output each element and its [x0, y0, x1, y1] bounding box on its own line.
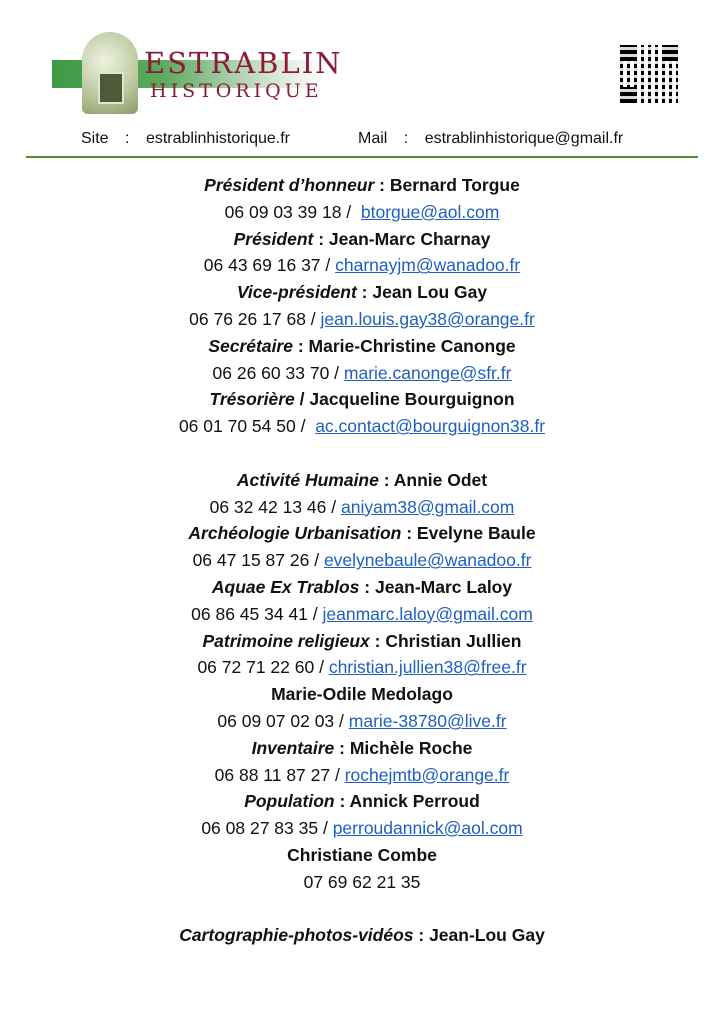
contact-title-line	[0, 628, 724, 655]
qr-code	[620, 45, 678, 103]
mail-line	[358, 130, 623, 148]
contact-phone: 06 01 70 54 50 /	[178, 416, 316, 437]
contact-email-link[interactable]: perroudannick@aol.com	[332, 818, 523, 839]
contact-separator: :	[313, 228, 329, 249]
mail-value: estrablinhistorique@gmail.fr	[424, 130, 624, 147]
site-line	[81, 130, 290, 148]
contact-separator: :	[292, 335, 309, 356]
contact-details-line	[0, 494, 724, 521]
mail-separator: :	[403, 130, 409, 147]
contact-email-link[interactable]: evelynebaule@wanadoo.fr	[323, 550, 532, 571]
contact-phone: 06 09 03 39 18 /	[224, 201, 361, 222]
contact-title-line	[0, 788, 724, 815]
contact-title-line	[0, 226, 724, 253]
contact-title-line	[0, 467, 724, 494]
contact-separator: :	[413, 925, 430, 946]
contact-role: Cartographie-photos-vidéos	[179, 925, 414, 946]
contact-role: Aquae Ex Trablos	[211, 576, 360, 597]
contact-details-line	[0, 654, 724, 681]
logo-subtitle: HISTORIQUE	[150, 80, 323, 102]
contact-phone: 06 32 42 13 46 /	[209, 496, 341, 517]
contact-name: Jacqueline Bourguignon	[309, 389, 515, 410]
contact-details-line	[0, 306, 724, 333]
contact-separator: /	[294, 389, 310, 410]
contact-title-line	[0, 922, 724, 949]
contact-separator: :	[334, 737, 350, 758]
header-divider	[26, 156, 698, 158]
contact-email-link[interactable]: charnayjm@wanadoo.fr	[335, 255, 521, 276]
contact-role: Inventaire	[251, 737, 335, 758]
contact-separator: :	[374, 175, 390, 195]
contact-separator: :	[378, 469, 394, 490]
contact-details-line	[0, 360, 724, 387]
contact-separator: :	[401, 523, 417, 544]
contact-phone: 06 26 60 33 70 /	[212, 362, 344, 383]
contact-name: Jean Lou Gay	[372, 282, 488, 303]
contact-role: Activité Humaine	[236, 469, 379, 490]
contact-details-line	[0, 762, 724, 789]
contact-list	[0, 172, 724, 949]
contact-phone: 06 88 11 87 27 /	[214, 764, 345, 785]
contact-title-line	[0, 333, 724, 360]
contact-email-link[interactable]: jeanmarc.laloy@gmail.com	[322, 603, 533, 624]
contact-role: Population	[244, 791, 335, 812]
contact-name: Annie Odet	[393, 469, 488, 490]
stone-hut-niche	[98, 72, 124, 104]
contact-name: Jean-Marc Charnay	[328, 228, 491, 249]
contact-phone: 06 09 07 02 03 /	[217, 710, 349, 731]
contact-name: Michèle Roche	[349, 737, 473, 758]
group-spacer	[0, 896, 724, 923]
contact-name: Jean-Marc Laloy	[374, 576, 513, 597]
contact-phone: 06 08 27 83 35 /	[201, 818, 333, 839]
contact-role: Secrétaire	[208, 335, 293, 356]
site-separator: :	[125, 130, 130, 147]
contact-role: Archéologie Urbanisation	[188, 523, 402, 544]
contact-details-line	[0, 815, 724, 842]
contact-role: Patrimoine religieux	[202, 630, 370, 651]
contact-title-line	[0, 386, 724, 413]
logo-title: ESTRABLIN	[144, 46, 343, 80]
contact-email-link[interactable]: rochejmtb@orange.fr	[344, 764, 510, 785]
contact-email-link[interactable]: marie-38780@live.fr	[348, 710, 507, 731]
contact-role: Président	[233, 228, 314, 249]
contact-name: Bernard Torgue	[389, 175, 520, 195]
contact-title-line	[0, 279, 724, 306]
contact-title-line	[0, 520, 724, 547]
site-value: estrablinhistorique.fr	[145, 130, 291, 147]
contact-phone: 07 69 62 21 35	[303, 871, 421, 892]
contact-details-line	[0, 708, 724, 735]
contact-name: Jean-Lou Gay	[429, 925, 545, 946]
contact-name: Christian Jullien	[385, 630, 522, 651]
contact-name: Annick Perroud	[349, 791, 480, 812]
contact-title-line	[0, 681, 724, 708]
contact-role: Président d’honneur	[204, 175, 375, 195]
logo	[52, 30, 343, 112]
contact-name: Marie-Christine Canonge	[308, 335, 516, 356]
mail-label: Mail	[358, 130, 388, 147]
contact-details-line	[0, 547, 724, 574]
contact-details-line	[0, 413, 724, 440]
contact-title-line	[0, 735, 724, 762]
contact-email-link[interactable]: christian.jullien38@free.fr	[328, 657, 527, 678]
contact-email-link[interactable]: ac.contact@bourguignon38.fr	[315, 416, 546, 437]
contact-email-link[interactable]: marie.canonge@sfr.fr	[343, 362, 512, 383]
group-spacer	[0, 440, 724, 467]
contact-role: Vice-président	[236, 282, 357, 303]
contact-phone: 06 47 15 87 26 /	[192, 550, 324, 571]
contact-title-line	[0, 842, 724, 869]
contact-details-line	[0, 869, 724, 896]
contact-details-line	[0, 601, 724, 628]
contact-separator: :	[359, 576, 375, 597]
contact-separator: :	[356, 282, 373, 303]
contact-details-line	[0, 252, 724, 279]
contact-separator: :	[369, 630, 386, 651]
contact-email-link[interactable]: btorgue@aol.com	[360, 201, 500, 222]
contact-phone: 06 43 69 16 37 /	[203, 255, 336, 276]
contact-email-link[interactable]: aniyam38@gmail.com	[340, 496, 515, 517]
contact-role: Trésorière	[209, 389, 295, 410]
contact-name: Marie-Odile Medolago	[271, 684, 453, 705]
contact-separator: :	[334, 791, 350, 812]
contact-title-line	[0, 172, 724, 199]
contact-email-link[interactable]: jean.louis.gay38@orange.fr	[320, 308, 535, 329]
contact-title-line	[0, 574, 724, 601]
contact-phone: 06 76 26 17 68 /	[189, 308, 321, 329]
contact-phone: 06 72 71 22 60 /	[197, 657, 329, 678]
contact-details-line	[0, 199, 724, 226]
site-label: Site	[81, 130, 109, 147]
contact-name: Christiane Combe	[287, 844, 437, 865]
contact-name: Evelyne Baule	[416, 523, 536, 544]
contact-phone: 06 86 45 34 41 /	[191, 603, 323, 624]
